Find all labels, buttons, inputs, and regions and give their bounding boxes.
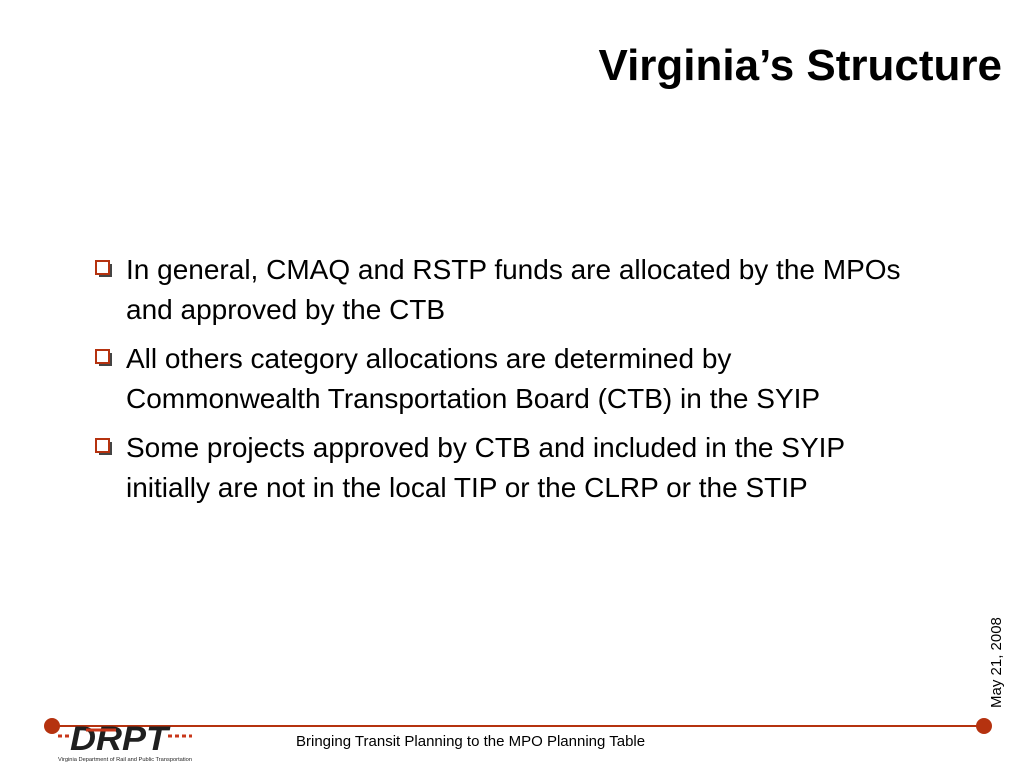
drpt-logo [56,718,196,764]
bullet-item [90,339,930,419]
footer-text: Bringing Transit Planning to the MPO Planning Table [296,733,646,750]
bullet-text: Some projects approved by CTB and included in the SYIP initially are not in the local TIP or the CLRP or the STIP [126,432,845,503]
slide-date: May 21, 2008 [988,617,1005,708]
logo-tagline: Virginia Department of Rail and Public Transportation [58,757,193,763]
rule-end-dot-right [976,718,992,734]
bullet-item [90,428,930,508]
hollow-square-bullet-icon [94,437,114,457]
bullet-text: In general, CMAQ and RSTP funds are allocated by the MPOs and approved by the CTB [126,254,901,325]
bullet-text: All others category allocations are determined by Commonwealth Transportation Board (CTB) in the SYIP [126,343,821,414]
bullet-item [90,250,930,330]
bullet-list [90,250,930,517]
hollow-square-bullet-icon [94,259,114,279]
hollow-square-bullet-icon [94,348,114,368]
logo-wordmark: DRPT [70,720,172,758]
slide-title: Virginia’s Structure [598,41,1002,90]
